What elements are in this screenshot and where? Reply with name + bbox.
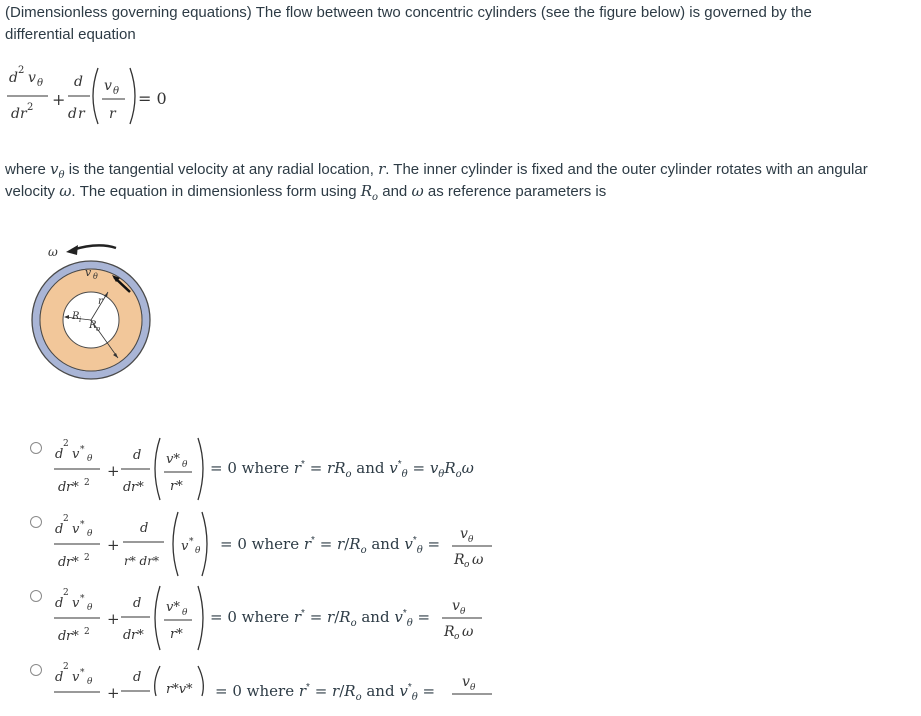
svg-text:v: v: [460, 526, 468, 542]
svg-text:d: d: [133, 448, 142, 463]
svg-text:*: *: [189, 537, 194, 547]
fig-ri-label: R: [72, 311, 80, 322]
q3-r: r: [378, 160, 386, 178]
option-b-and: and: [366, 535, 405, 553]
svg-text:r* dr*: r* dr*: [124, 554, 159, 568]
svg-text:v: v: [462, 674, 470, 690]
option-d-equation: [52, 656, 232, 716]
svg-text:r*v*: r*v*: [166, 682, 193, 697]
option-c-text: = 0 where $r^* = r/R_o$ and $v^*_\theta$ =: [210, 608, 431, 629]
svg-text:d: d: [133, 596, 142, 611]
svg-text:d: d: [58, 555, 67, 570]
eq-d: d: [9, 70, 18, 86]
eq-dr-r: r: [20, 106, 27, 122]
option-a-equation: [52, 430, 232, 506]
option-a-and: and: [351, 459, 390, 477]
option-a[interactable]: [0, 430, 921, 506]
svg-text:*: *: [80, 668, 85, 678]
svg-text:v: v: [452, 598, 460, 614]
svg-text:θ: θ: [470, 683, 476, 693]
svg-text:v: v: [181, 539, 189, 554]
q4-part3: and: [378, 183, 412, 200]
svg-text:d: d: [55, 596, 64, 611]
eq-plus: +: [52, 90, 66, 109]
svg-text:+: +: [107, 684, 120, 702]
svg-text:θ: θ: [87, 529, 93, 539]
svg-text:v: v: [72, 522, 80, 537]
svg-text:r*: r*: [66, 629, 79, 644]
fig-omega-label: ω: [48, 245, 58, 259]
fig-ro-label: R: [89, 320, 97, 331]
q3-vtheta: [50, 160, 65, 181]
svg-text:2: 2: [63, 662, 69, 672]
option-c[interactable]: [0, 582, 921, 658]
svg-text:*: *: [80, 594, 85, 604]
svg-text:d: d: [123, 480, 132, 495]
svg-text:2: 2: [84, 627, 90, 637]
svg-text:d: d: [55, 447, 64, 462]
option-d-and: and: [361, 682, 400, 700]
eq-sq: 2: [18, 65, 25, 76]
svg-text:*: *: [80, 445, 85, 455]
svg-text:r*: r*: [131, 480, 144, 495]
fig-ro-sub: o: [96, 325, 101, 333]
eq-d3: d: [68, 106, 77, 122]
q4-o: o: [372, 192, 379, 203]
q3-part1: where: [5, 161, 51, 178]
svg-text:θ: θ: [182, 608, 188, 618]
q4-omega2: ω: [411, 182, 424, 200]
svg-text:+: +: [107, 462, 120, 480]
svg-text:+: +: [107, 610, 120, 628]
svg-text:θ: θ: [195, 546, 201, 556]
svg-text:d: d: [55, 522, 64, 537]
question-line-4: [5, 180, 606, 209]
option-d-text: = 0 where $r^* = r/R_o$ and $v^*_\theta$ =: [215, 682, 436, 703]
fig-ri-sub: i: [79, 316, 82, 324]
q4-part4: as reference parameters is: [423, 183, 607, 200]
svg-text:2: 2: [63, 439, 69, 449]
svg-text:+: +: [107, 536, 120, 554]
option-b-text: = 0 where $r^* = r/R_o$ and $v^*_\theta$ =: [220, 535, 441, 556]
svg-text:v*: v*: [166, 600, 180, 615]
svg-text:ω: ω: [472, 552, 484, 568]
svg-text:*: *: [80, 520, 85, 530]
option-c-radio[interactable]: [30, 590, 42, 602]
option-d[interactable]: [0, 656, 921, 716]
svg-text:v*: v*: [166, 452, 180, 467]
eq-dr-d: d: [11, 106, 20, 122]
svg-text:θ: θ: [182, 460, 188, 470]
option-b[interactable]: [0, 508, 921, 584]
option-c-equation: [52, 582, 232, 658]
svg-text:r*: r*: [170, 479, 183, 494]
q4-R: R: [360, 182, 373, 200]
eq-dr-sq: 2: [27, 102, 34, 113]
svg-text:d: d: [140, 521, 149, 536]
question-line-1: (Dimensionless governing equations) The flow between two concentric cylinders (see the figure below) is governed by the: [5, 4, 812, 21]
svg-text:d: d: [133, 670, 142, 685]
svg-text:o: o: [464, 560, 470, 570]
option-a-radio[interactable]: [30, 442, 42, 454]
q4-part1: velocity: [5, 183, 60, 200]
option-b-radio[interactable]: [30, 516, 42, 528]
svg-text:θ: θ: [87, 454, 93, 464]
eq-r3: r: [109, 106, 116, 122]
svg-text:2: 2: [63, 514, 69, 524]
q3-part2: is the tangential velocity at any radial location,: [64, 161, 379, 178]
option-d-vfrac: [450, 668, 500, 698]
svg-text:r*: r*: [66, 555, 79, 570]
option-c-vfrac: [440, 594, 490, 644]
option-a-text: = 0 where $r^* = rR_o$ and $v^*_\theta = v_\theta R_o\omega$: [210, 459, 474, 480]
fig-r-label: r: [98, 296, 103, 307]
svg-text:θ: θ: [460, 607, 466, 617]
option-d-radio[interactable]: [30, 664, 42, 676]
eq-theta: θ: [37, 78, 44, 89]
svg-text:2: 2: [84, 553, 90, 563]
svg-text:R: R: [454, 552, 465, 568]
option-b-vfrac: [450, 520, 500, 570]
svg-text:d: d: [58, 629, 67, 644]
option-a-where: = 0 where: [210, 459, 294, 477]
svg-text:o: o: [454, 632, 460, 642]
eq-theta2: θ: [113, 86, 120, 97]
option-d-where: = 0 where: [215, 682, 299, 700]
eq-v: v: [28, 70, 36, 86]
svg-text:θ: θ: [87, 677, 93, 687]
svg-text:R: R: [444, 624, 455, 640]
fig-v-label: v: [85, 266, 92, 279]
q3-v: v: [50, 160, 59, 178]
option-c-and: and: [356, 608, 395, 626]
svg-text:2: 2: [84, 478, 90, 488]
governing-equation: [0, 60, 200, 130]
svg-text:d: d: [55, 670, 64, 685]
svg-text:ω: ω: [462, 624, 474, 640]
question-line-2: differential equation: [5, 26, 136, 43]
svg-text:v: v: [72, 447, 80, 462]
svg-text:θ: θ: [87, 603, 93, 613]
option-b-where: = 0 where: [220, 535, 304, 553]
q3-theta-sub: θ: [58, 170, 65, 181]
option-c-where: = 0 where: [210, 608, 294, 626]
svg-text:r*: r*: [66, 480, 79, 495]
eq-d2: d: [74, 74, 83, 90]
fig-theta-sub: θ: [93, 272, 98, 281]
eq-r2: r: [78, 106, 85, 122]
svg-text:r*: r*: [131, 628, 144, 643]
q4-omega: ω: [59, 182, 72, 200]
svg-text:θ: θ: [468, 535, 474, 545]
option-b-equation: [52, 508, 232, 584]
concentric-cylinders-figure: [28, 240, 158, 380]
svg-text:v: v: [72, 670, 80, 685]
q4-part2: . The equation in dimensionless form using: [71, 183, 361, 200]
svg-text:d: d: [58, 480, 67, 495]
svg-text:r*: r*: [170, 627, 183, 642]
q4-Ro: [360, 182, 379, 203]
rotation-arrowhead: [66, 245, 78, 255]
svg-text:2: 2: [63, 588, 69, 598]
q3-part3: . The inner cylinder is fixed and the outer cylinder rotates with an angular: [385, 161, 868, 178]
svg-text:d: d: [123, 628, 132, 643]
eq-zero: = 0: [138, 89, 167, 108]
rotation-arrow: [72, 245, 116, 250]
eq-v2: v: [104, 78, 112, 94]
svg-text:v: v: [72, 596, 80, 611]
